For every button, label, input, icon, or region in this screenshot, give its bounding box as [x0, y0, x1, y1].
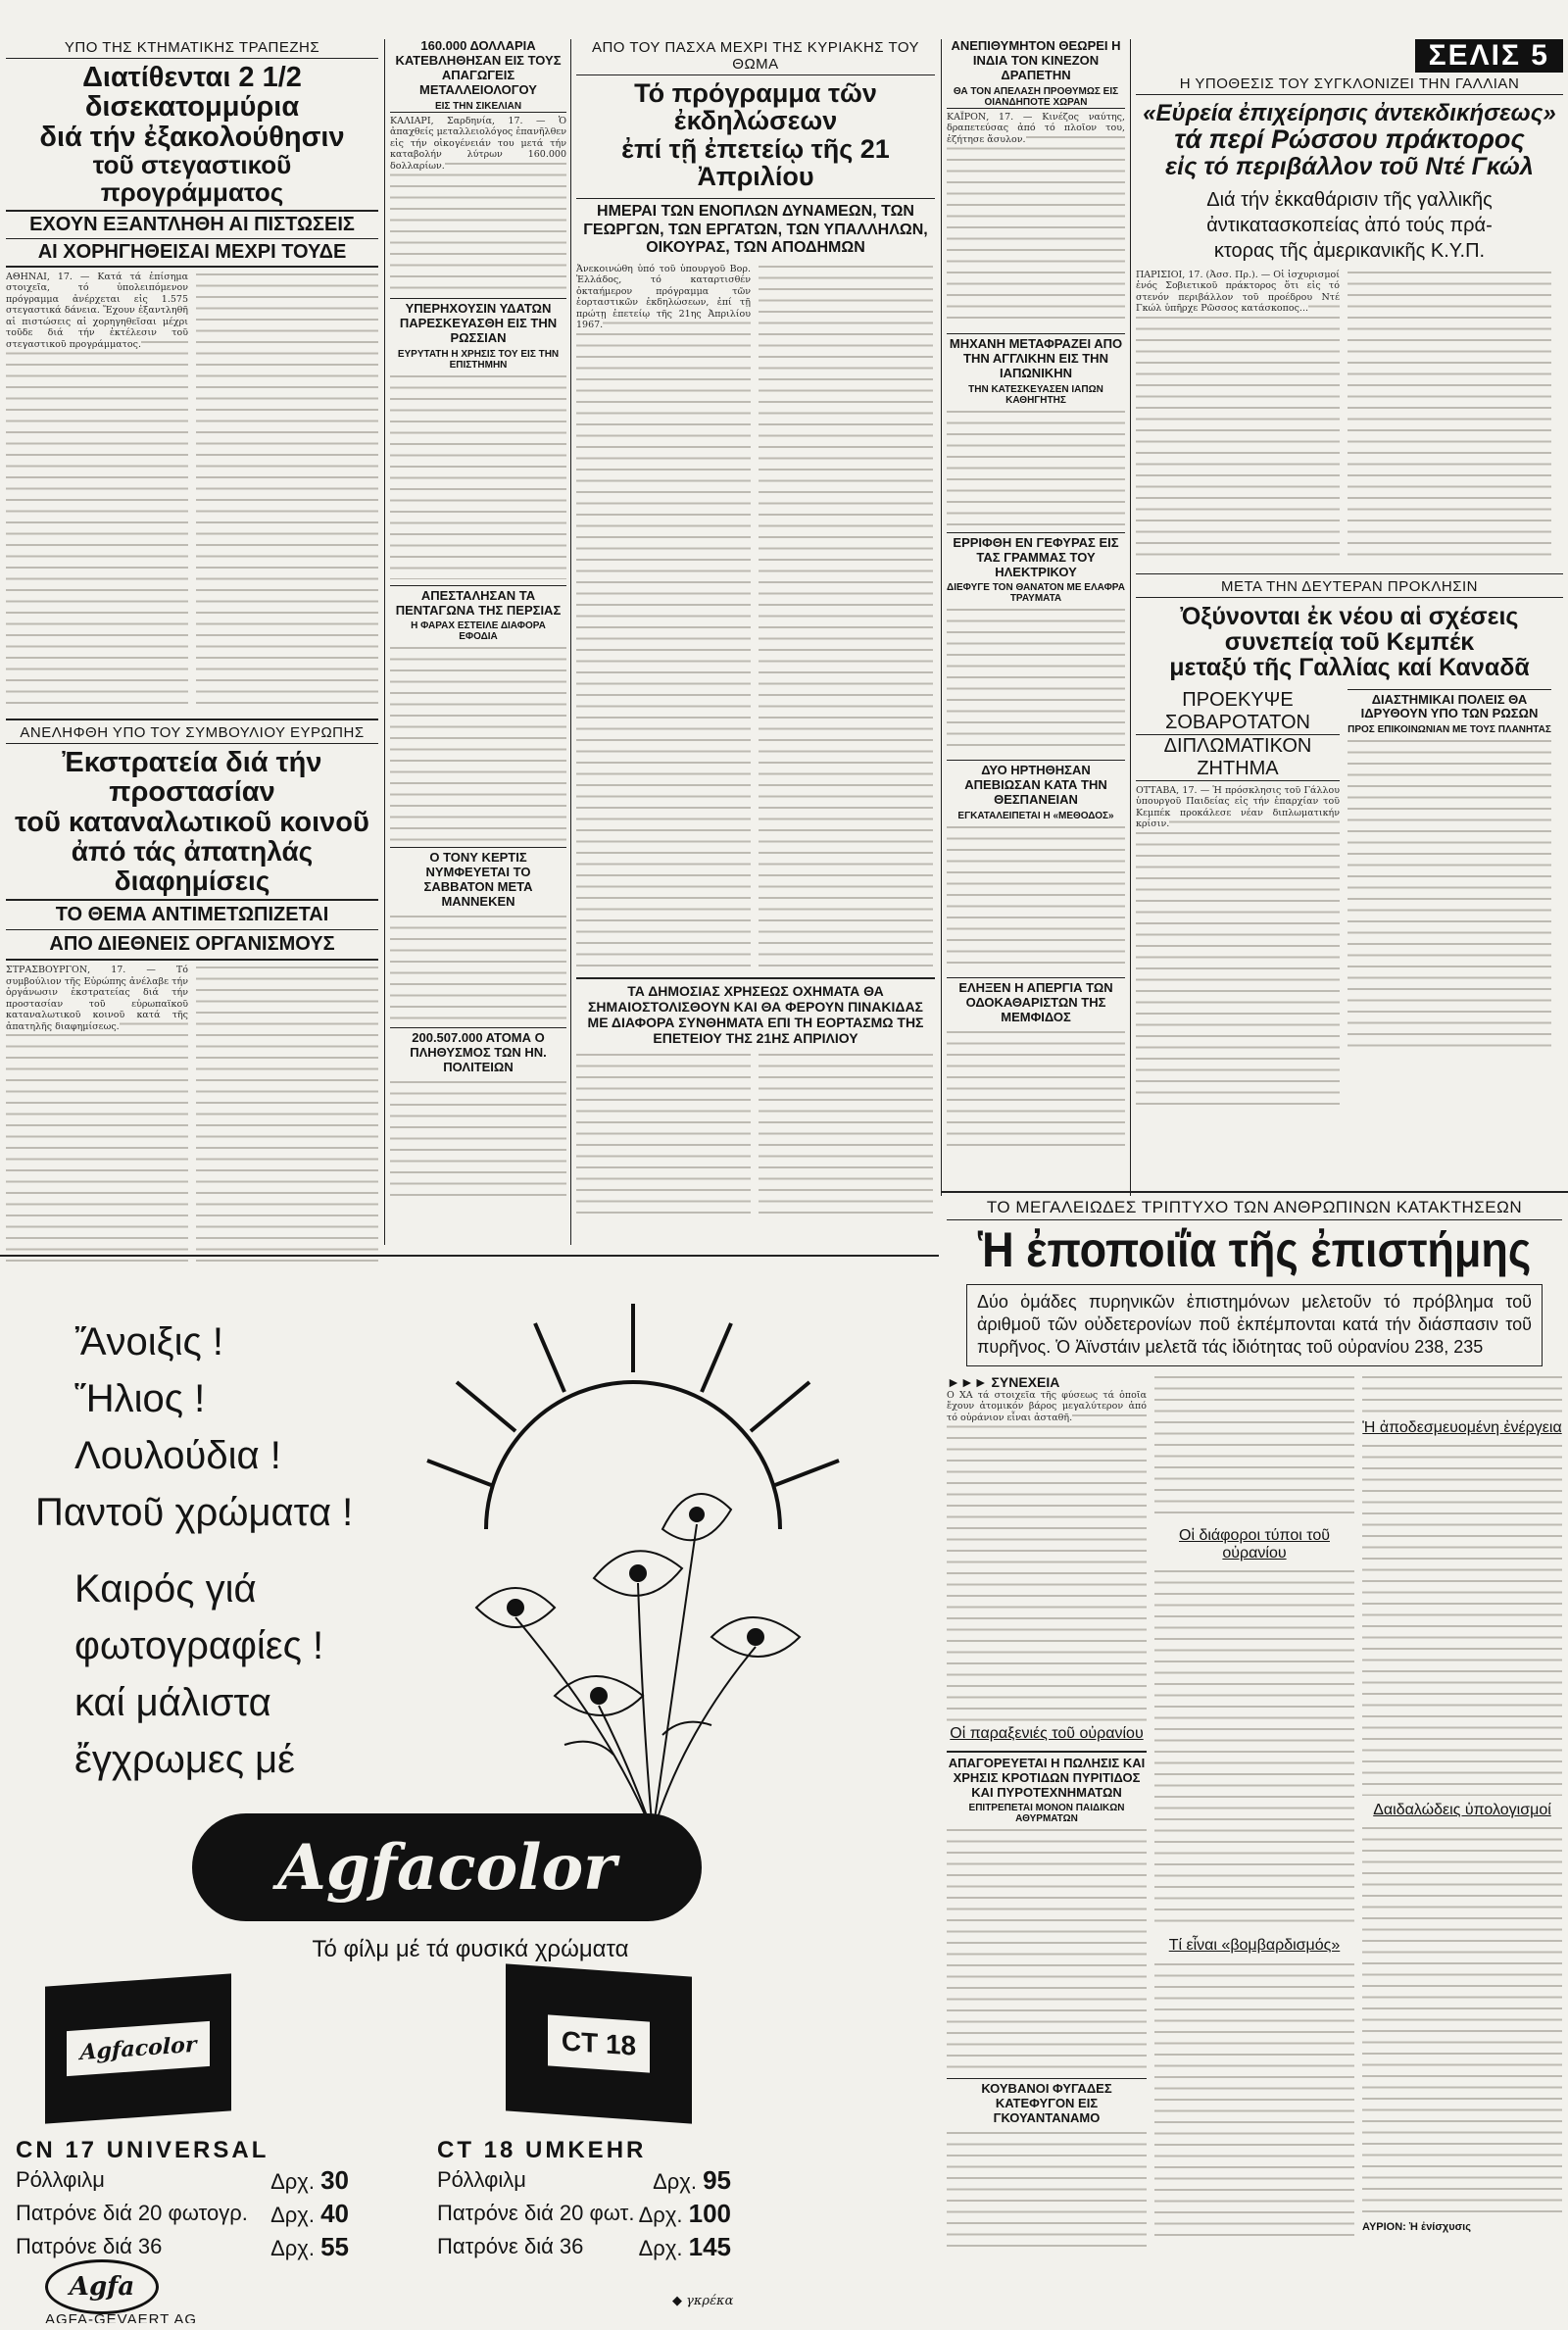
headline: διά τήν ἐξακολούθησιν: [39, 121, 345, 153]
price-value: 40: [320, 2199, 349, 2228]
price-currency: Δρχ.: [270, 2236, 315, 2260]
ad-line: Λουλούδια !: [74, 1434, 281, 1477]
text-column: [390, 116, 566, 292]
company-name: AGFA-GEVAERT AG: [45, 2311, 198, 2323]
news-headline: ΑΠΕΣΤΑΛΗΣΑΝ ΤΑ ΠΕΝΤΑΓΩΝΑ ΤΗΣ ΠΕΡΣΙΑΣ: [390, 585, 566, 619]
headline: ἐπί τῇ ἐπετείῳ τῆς 21 Ἀπριλίου: [621, 133, 890, 192]
price-value: 145: [688, 2232, 731, 2261]
news-subhead: ΘΑ ΤΟΝ ΑΠΕΛΑΣΗ ΠΡΟΘΥΜΩΣ ΕΙΣ ΟΙΑΝΔΗΠΟΤΕ ΧΩΡΑΝ: [947, 86, 1125, 109]
price-label: Πατρόνε διά 36: [16, 2234, 163, 2258]
ad-line: Ἥλιος !: [74, 1377, 206, 1420]
headline: συνεπείᾳ τοῦ Κεμπέκ: [1224, 628, 1475, 657]
ad-line: καί μάλιστα: [74, 1681, 271, 1724]
headline: μεταξύ τῆς Γαλλίας καί Καναδᾶ: [1169, 654, 1530, 682]
price-list-ct18: [437, 2137, 731, 2264]
text-column: [196, 965, 378, 1264]
news-headline: 200.507.000 ΑΤΟΜΑ Ο ΠΛΗΘΥΣΜΟΣ ΤΩΝ ΗΝ. ΠΟΛΙΤΕΙΩΝ: [390, 1027, 566, 1075]
article-body: [1136, 270, 1563, 564]
deck-line: κτορας τῆς ἀμερικανικῆς Κ.Υ.Π.: [1213, 239, 1486, 262]
price-row: [16, 2198, 349, 2231]
text-column: [947, 607, 1125, 754]
price-row: [437, 2231, 731, 2264]
news-headline: Ο ΤΟΝΥ ΚΕΡΤΙΣ ΝΥΜΦΕΥΕΤΑΙ ΤΟ ΣΑΒΒΑΤΟΝ ΜΕΤΑ ΜΑΝΝΕΚΕΝ: [390, 847, 566, 910]
price-currency: Δρχ.: [270, 2169, 315, 2194]
column-pascha-program: [576, 39, 935, 1245]
article-body: [576, 1052, 935, 1218]
text-column: [390, 1079, 566, 1197]
text-column: [759, 1052, 933, 1218]
news-subhead: ΕΥΡΥΤΑΤΗ Η ΧΡΗΣΙΣ ΤΟΥ ΕΙΣ ΤΗΝ ΕΠΙΣΤΗΜΗΝ: [397, 348, 560, 371]
deck: [1136, 187, 1563, 264]
ad-line: Παντοῦ χρώματα !: [35, 1491, 354, 1534]
kicker: ΤΟ ΜΕΓΑΛΕΙΩΔΕΣ ΤΡΙΠΤΥΧΟ ΤΩΝ ΑΝΘΡΩΠΙΝΩΝ ΚΑΤΑΚΤΗΣΕΩΝ: [947, 1198, 1562, 1220]
agfa-logo: [45, 2259, 159, 2314]
agfacolor-advertisement: [6, 1264, 935, 2323]
kicker: ΜΕΤΑ ΤΗΝ ΔΕΥΤΕΡΑΝ ΠΡΟΚΛΗΣΙΝ: [1136, 573, 1563, 598]
column-degaulle: [1136, 39, 1563, 1196]
article-body: [6, 965, 378, 1264]
column-kthmatiki: [6, 39, 378, 1264]
price-label: Πατρόνε διά 36: [437, 2234, 584, 2258]
news-headline: ΚΟΥΒΑΝΟΙ ΦΥΓΑΔΕΣ ΚΑΤΕΦΥΓΟΝ ΕΙΣ ΓΚΟΥΑΝΤΑΝΑΜΟ: [947, 2078, 1147, 2126]
subheadline: ΑΠΟ ΔΙΕΘΝΕΙΣ ΟΡΓΑΝΙΣΜΟΥΣ: [6, 930, 378, 961]
headline: «Εὐρεία ἐπιχείρησις ἀντεκδικήσεως»: [1143, 100, 1556, 126]
body-text: ΟΤΤΑΒΑ, 17. — Ἡ πρόσκλησις τοῦ Γάλλου ὑπουργοῦ Παιδείας εἰς τήν ἐπαρχίαν τοῦ Κεμπέκ προκάλεσε νέαν διπλωματικήν κρίσιν.: [1136, 784, 1340, 830]
headline: Τό πρόγραμμα τῶν ἐκδηλώσεων: [634, 78, 877, 136]
subheadline: ΤΑ ΔΗΜΟΣΙΑΣ ΧΡΗΣΕΩΣ ΟΧΗΜΑΤΑ ΘΑ ΣΗΜΑΙΟΣΤΟΛΙΣΘΟΥΝ ΚΑΙ ΘΑ ΦΕΡΟΥΝ ΠΙΝΑΚΙΔΑΣ ΜΕ ΔΙΑΦΟΡΑ ΣΥΝΘΗΜΑΤΑ ΕΠΙ ΤΗ ΕΟΡΤΑΣΜΩ ΤΗΣ ΕΠΕΤΕΙΟΥ ΤΗΣ 21ΗΣ ΑΠΡΙΛΙΟΥ: [576, 977, 935, 1046]
price-label: Ρόλλφιλμ: [437, 2167, 526, 2192]
price-row: [437, 2164, 731, 2198]
subheadline: ΤΟ ΘΕΜΑ ΑΝΤΙΜΕΤΩΠΙΖΕΤΑΙ: [6, 899, 378, 930]
headline: τοῦ καταναλωτικοῦ κοινοῦ: [15, 806, 369, 838]
news-headline: ΥΠΕΡΗΧΟΥΣΙΝ ΥΔΑΤΩΝ ΠΑΡΕΣΚΕΥΑΣΘΗ ΕΙΣ ΤΗΝ ΡΩΣΣΙΑΝ: [390, 298, 566, 346]
subheadline: ΗΜΕΡΑΙ ΤΩΝ ΕΝΟΠΛΩΝ ΔΥΝΑΜΕΩΝ, ΤΩΝ ΓΕΩΡΓΩΝ, ΤΩΝ ΕΡΓΑΤΩΝ, ΤΩΝ ΥΠΑΛΛΗΛΩΝ, ΟΙΚΟΥΡΑΣ, ΤΩΝ ΑΠΟΔΗΜΩΝ: [576, 198, 935, 257]
section-title: Δαιδαλώδεις ὑπολογισμοί: [1373, 1802, 1551, 1819]
price-currency: Δρχ.: [638, 2203, 683, 2227]
kicker: ΥΠΟ ΤΗΣ ΚΤΗΜΑΤΙΚΗΣ ΤΡΑΠΕΖΗΣ: [6, 39, 378, 59]
news-subhead: ΠΡΟΣ ΕΠΙΚΟΙΝΩΝΙΑΝ ΜΕ ΤΟΥΣ ΠΛΑΝΗΤΑΣ: [1348, 724, 1551, 736]
headline: τοῦ στεγαστικοῦ προγράμματος: [92, 150, 292, 207]
body-text: ΑΘΗΝΑΙ, 17. — Κατά τά ἐπίσημα στοιχεῖα, τό ὑπολειπόμενον πρόγραμμα ἀνέρχεται εἰς 1.575 στεγαστικά δάνεια. Ἔχουν ἐξαντληθῆ αἱ πιστώσεις αἱ χορηγηθεῖσαι μέχρι τοῦδε διά τήν ἐκτέλεσιν τοῦ στεγαστικοῦ προγράμματος.: [6, 271, 188, 350]
text-column: [1136, 785, 1340, 1109]
headline: Ἐκστρατεία διά τήν προστασίαν: [62, 746, 322, 809]
body-text: ΚΑΛΙΑΡΙ, Σαρδηνία, 17. — Ὁ ἀπαχθείς μεταλλειολόγος ἐπανῆλθεν εἰς τήν οἰκογένειάν του μετά τήν καταβολήν λύτρων 160.000 δολλαρίων.: [390, 115, 566, 172]
kicker: ΑΝΕΛΗΦΘΗ ΥΠΟ ΤΟΥ ΣΥΜΒΟΥΛΙΟΥ ΕΥΡΩΠΗΣ: [6, 724, 378, 744]
continued-label: ►►► ΣΥΝΕΧΕΙΑ: [947, 1373, 1060, 1390]
page-badge-row: [1136, 39, 1563, 73]
column-rule: [570, 39, 571, 1245]
text-column: [1348, 270, 1551, 564]
news-headline: ΜΗΧΑΝΗ ΜΕΤΑΦΡΑΖΕΙ ΑΠΟ ΤΗΝ ΑΓΓΛΙΚΗΝ ΕΙΣ ΤΗΝ ΙΑΠΩΝΙΚΗΝ: [947, 333, 1125, 381]
science-feature: [947, 1198, 1562, 2325]
section-title: Οἱ διάφοροι τύποι τοῦ οὐρανίου: [1179, 1526, 1330, 1562]
article-body: [6, 272, 378, 713]
news-subhead: ΤΗΝ ΚΑΤΕΣΚΕΥΑΣΕΝ ΙΑΠΩΝ ΚΑΘΗΓΗΤΗΣ: [968, 383, 1103, 406]
product-name: CT 18 UMKEHR: [437, 2137, 647, 2163]
text-column: [947, 824, 1125, 971]
column-world-news: [947, 39, 1125, 1196]
page-number-badge: ΣΕΛΙΣ 5: [1415, 39, 1563, 73]
headline: Ἡ ἐποποιΐα τῆς ἐπιστήμης: [977, 1222, 1532, 1277]
text-column: [1154, 1568, 1354, 1931]
body-text: ΣΤΡΑΣΒΟΥΡΓΟΝ, 17. — Τό συμβούλιον τῆς Εὐρώπης ἀνέλαβε τήν ὀργάνωσιν ἐκστρατείας διά τήν προστασίαν τοῦ εὐρωπαϊκοῦ καταναλωτικοῦ κοινοῦ κατά τῆς ἀπατηλῆς διαφημίσεως.: [6, 965, 188, 1032]
text-column: [1362, 1443, 1562, 1796]
news-subhead: Η ΦΑΡΑΧ ΕΣΤΕΙΛΕ ΔΙΑΦΟΡΑ ΕΦΟΔΙΑ: [411, 620, 546, 643]
text-column: [390, 914, 566, 1021]
headline: τά περί Ρώσσου πράκτορος: [1174, 124, 1525, 155]
news-headline: ΔΙΑΣΤΗΜΙΚΑΙ ΠΟΛΕΙΣ ΘΑ ΙΔΡΥΘΟΥΝ ΥΠΟ ΤΩΝ ΡΩΣΩΝ: [1348, 689, 1551, 722]
text-column: [196, 272, 378, 713]
logo-text: Agfa: [69, 2272, 135, 2302]
price-currency: Δρχ.: [653, 2169, 697, 2194]
text-column: [1154, 1961, 1354, 2236]
column-short-news: [390, 39, 566, 1245]
news-headline: ΑΝΕΠΙΘΥΜΗΤΟΝ ΘΕΩΡΕΙ Η ΙΝΔΙΑ ΤΟΝ ΚΙΝΕΖΟΝ ΔΡΑΠΕΤΗΝ: [951, 39, 1121, 82]
text-column: [947, 409, 1125, 526]
article-body: [1136, 689, 1563, 1109]
news-subhead: ΔΙΕΦΥΓΕ ΤΟΝ ΘΑΝΑΤΟΝ ΜΕ ΕΛΑΦΡΑ ΤΡΑΥΜΑΤΑ: [947, 582, 1125, 605]
section-title: Τί εἶναι «βομβαρδισμός»: [1168, 1937, 1341, 1955]
text-column: [947, 112, 1125, 327]
subheadline: ΔΙΠΛΩΜΑΤΙΚΟΝ ΖΗΤΗΜΑ: [1136, 735, 1340, 781]
ad-line: ἔγχρωμες μέ: [74, 1738, 295, 1781]
text-column: [1154, 1374, 1354, 1521]
subheadline: ΠΡΟΕΚΥΨΕ ΣΟΒΑΡΟΤΑΤΟΝ: [1136, 689, 1340, 735]
price-value: 95: [703, 2165, 731, 2195]
body-text: Ο ΧΑ τά στοιχεῖα τῆς φύσεως τά ὁποῖα ἔχουν ἀτομικόν βάρος μεγαλύτερον ἀπό τό οὐράνιον εἶναι ἀσταθῆ.: [947, 1389, 1147, 1423]
kicker: ΑΠΟ ΤΟΥ ΠΑΣΧΑ ΜΕΧΡΙ ΤΗΣ ΚΥΡΙΑΚΗΣ ΤΟΥ ΘΩΜΑ: [576, 39, 935, 75]
next-issue-note: ΑΥΡΙΟΝ: Ἡ ἐνίσχυσις: [1362, 2221, 1471, 2234]
text-column: [947, 1390, 1147, 1743]
product-name: CN 17 UNIVERSAL: [16, 2137, 270, 2163]
price-label: Πατρόνε διά 20 φωτογρ.: [16, 2201, 248, 2225]
sun-flowers-illustration: [417, 1284, 907, 1833]
text-column: [1154, 1374, 1354, 2249]
text-column: [1362, 1374, 1562, 2249]
deck-line: Διά τήν ἐκκαθάρισιν τῆς γαλλικῆς: [1206, 188, 1493, 211]
box-label: CT 18: [548, 2014, 650, 2072]
text-column: [947, 1029, 1125, 1147]
ad-tagline: Τό φίλμ μέ τά φυσικά χρώματα: [312, 1936, 629, 1962]
kicker: Η ΥΠΟΘΕΣΙΣ ΤΟΥ ΣΥΓΚΛΟΝΙΖΕΙ ΤΗΝ ΓΑΛΛΙΑΝ: [1136, 75, 1563, 95]
text-column: [390, 373, 566, 579]
text-column: [576, 264, 751, 969]
news-headline: ΑΠΑΓΟΡΕΥΕΤΑΙ Η ΠΩΛΗΣΙΣ ΚΑΙ ΧΡΗΣΙΣ ΚΡΟΤΙΔΩΝ ΠΥΡΙΤΙΔΟΣ ΚΑΙ ΠΥΡΟΤΕΧΝΗΜΑΤΩΝ: [947, 1751, 1147, 1801]
headline: Διατίθενται 2 1/2 δισεκατομμύρια: [82, 62, 302, 124]
body-text: Ἀνεκοινώθη ὑπό τοῦ ὑπουργοῦ Βορ. Ἑλλάδος, τό καταρτισθέν ὀκταήμερον πρόγραμμα τῶν ἑορταστικῶν ἐκδηλώσεων, ἐπί τῇ πρώτῃ ἐπετείῳ τῆς 21ης Ἀπριλίου 1967.: [576, 263, 751, 331]
article-body: [947, 1374, 1562, 2249]
text-column: [1362, 1825, 1562, 2217]
text-column: [1348, 738, 1551, 1052]
news-headline: 160.000 ΔΟΛΛΑΡΙΑ ΚΑΤΕΒΛΗΘΗΣΑΝ ΕΙΣ ΤΟΥΣ ΑΠΑΓΩΓΕΙΣ ΜΕΤΑΛΛΕΙΟΛΟΓΟΥ: [395, 39, 562, 97]
column-rule: [941, 39, 942, 1196]
section-title: Ἡ ἀποδεσμευομένη ἐνέργεια: [1362, 1418, 1562, 1436]
price-row: [437, 2198, 731, 2231]
price-value: 30: [320, 2165, 349, 2195]
text-column: [576, 1052, 751, 1218]
body-text: ΠΑΡΙΣΙΟΙ, 17. (Ἀσσ. Πρ.). — Οἱ ἰσχυρισμοί ἑνός Σοβιετικοῦ πράκτορος ὅτι εἰς τό στενόν περιβάλλον τοῦ προέδρου Ντέ Γκώλ ὑπῆρχε Ρῶσσος κατάσκοπος...: [1136, 269, 1340, 315]
news-headline: ΕΡΡΙΦΘΗ ΕΝ ΓΕΦΥΡΑΣ ΕΙΣ ΤΑΣ ΓΡΑΜΜΑΣ ΤΟΥ ΗΛΕΚΤΡΙΚΟΥ: [947, 532, 1125, 580]
brand-name: Agfacolor: [277, 1830, 616, 1905]
price-row: [16, 2231, 349, 2264]
price-value: 100: [688, 2199, 731, 2228]
news-subhead: ΕΓΚΑΤΑΛΕΙΠΕΤΑΙ Η «ΜΕΘΟΔΟΣ»: [957, 811, 1114, 822]
section-title: Οἱ παραξενιές τοῦ οὐρανίου: [947, 1725, 1147, 1743]
text-column: [6, 965, 188, 1264]
headline: Ὀξύνονται ἐκ νέου αἱ σχέσεις: [1180, 602, 1519, 630]
deck-box: Δύο ὁμάδες πυρηνικῶν ἐπιστημόνων μελετοῦν τό πρόβλημα τοῦ ἀριθμοῦ τῶν οὐδετερονίων ποῦ ἐκπέμπονται κατά τήν διάσπασιν τοῦ πυρῆνος. Ὁ Ἀϊνστάιν μελετᾶ τάς ἰδιότητας τοῦ οὐρανίου 238, 235: [966, 1284, 1543, 1366]
price-currency: Δρχ.: [270, 2203, 315, 2227]
text-column: [390, 645, 566, 841]
price-list-cn17: [16, 2137, 349, 2264]
text-column: [759, 264, 933, 969]
price-label: Πατρόνε διά 20 φωτ.: [437, 2201, 635, 2225]
text-column: [1362, 1374, 1562, 1413]
ad-slogan: [35, 1314, 354, 1788]
text-column: [1136, 689, 1340, 1109]
column-rule: [384, 39, 385, 1245]
ad-line: φωτογραφίες !: [74, 1624, 324, 1667]
agfacolor-banner: [192, 1813, 702, 1921]
box-label: Agfacolor: [67, 2021, 211, 2076]
news-headline: ΕΛΗΞΕΝ Η ΑΠΕΡΓΙΑ ΤΩΝ ΟΔΟΚΑΘΑΡΙΣΤΩΝ ΤΗΣ ΜΕΜΦΙΔΟΣ: [947, 977, 1125, 1025]
ad-line: Ἄνοιξις !: [74, 1320, 223, 1363]
text-column: [6, 272, 188, 713]
headline: ἀπό τάς ἀπατηλάς διαφημίσεις: [71, 836, 314, 896]
film-box-cn17: [45, 1973, 231, 2123]
text-column: [947, 1827, 1147, 2072]
body-text: ΚΑΪΡΟΝ, 17. — Κινέζος ναύτης, δραπετεύσας ἀπό τό πλοῖον του, ἐζήτησε ἄσυλον.: [947, 111, 1125, 145]
text-column: [947, 1374, 1147, 2249]
news-subhead: ΕΠΙΤΡΕΠΕΤΑΙ ΜΟΝΟΝ ΠΑΙΔΙΚΩΝ ΑΘΥΡΜΑΤΩΝ: [968, 1803, 1125, 1825]
ad-line: Καιρός γιά: [74, 1567, 257, 1611]
price-value: 55: [320, 2232, 349, 2261]
headline: εἰς τό περιβάλλον τοῦ Ντέ Γκώλ: [1165, 152, 1534, 180]
ad-credit-text: γκρέκα: [686, 2294, 734, 2308]
text-column: [1348, 689, 1551, 1109]
news-headline: ΔΥΟ ΗΡΤΗΘΗΣΑΝ ΑΠΕΒΙΩΣΑΝ ΚΑΤΑ ΤΗΝ ΘΕΣΠΑΝΕΙΑΝ: [947, 760, 1125, 808]
continued-text: ΣΥΝΕΧΕΙΑ: [991, 1373, 1060, 1390]
text-column: [947, 2130, 1147, 2248]
news-subhead: ΕΙΣ ΤΗΝ ΣΙΚΕΛΙΑΝ: [390, 101, 566, 113]
price-currency: Δρχ.: [638, 2236, 683, 2260]
subheadline: ΑΙ ΧΟΡΗΓΗΘΕΙΣΑΙ ΜΕΧΡΙ ΤΟΥΔΕ: [6, 239, 378, 268]
article-body: [576, 264, 935, 969]
deck-line: ἀντικατασκοπείας ἀπό τούς πρά-: [1206, 214, 1493, 236]
price-label: Ρόλλφιλμ: [16, 2167, 105, 2192]
price-row: [16, 2164, 349, 2198]
text-column: [1136, 270, 1340, 564]
column-rule: [1130, 39, 1131, 1196]
film-box-ct18: [506, 1963, 692, 2123]
subheadline: ΕΧΟΥΝ ΕΞΑΝΤΛΗΘΗ ΑΙ ΠΙΣΤΩΣΕΙΣ: [6, 210, 378, 239]
ad-credit: ◆ γκρέκα: [672, 2294, 734, 2308]
